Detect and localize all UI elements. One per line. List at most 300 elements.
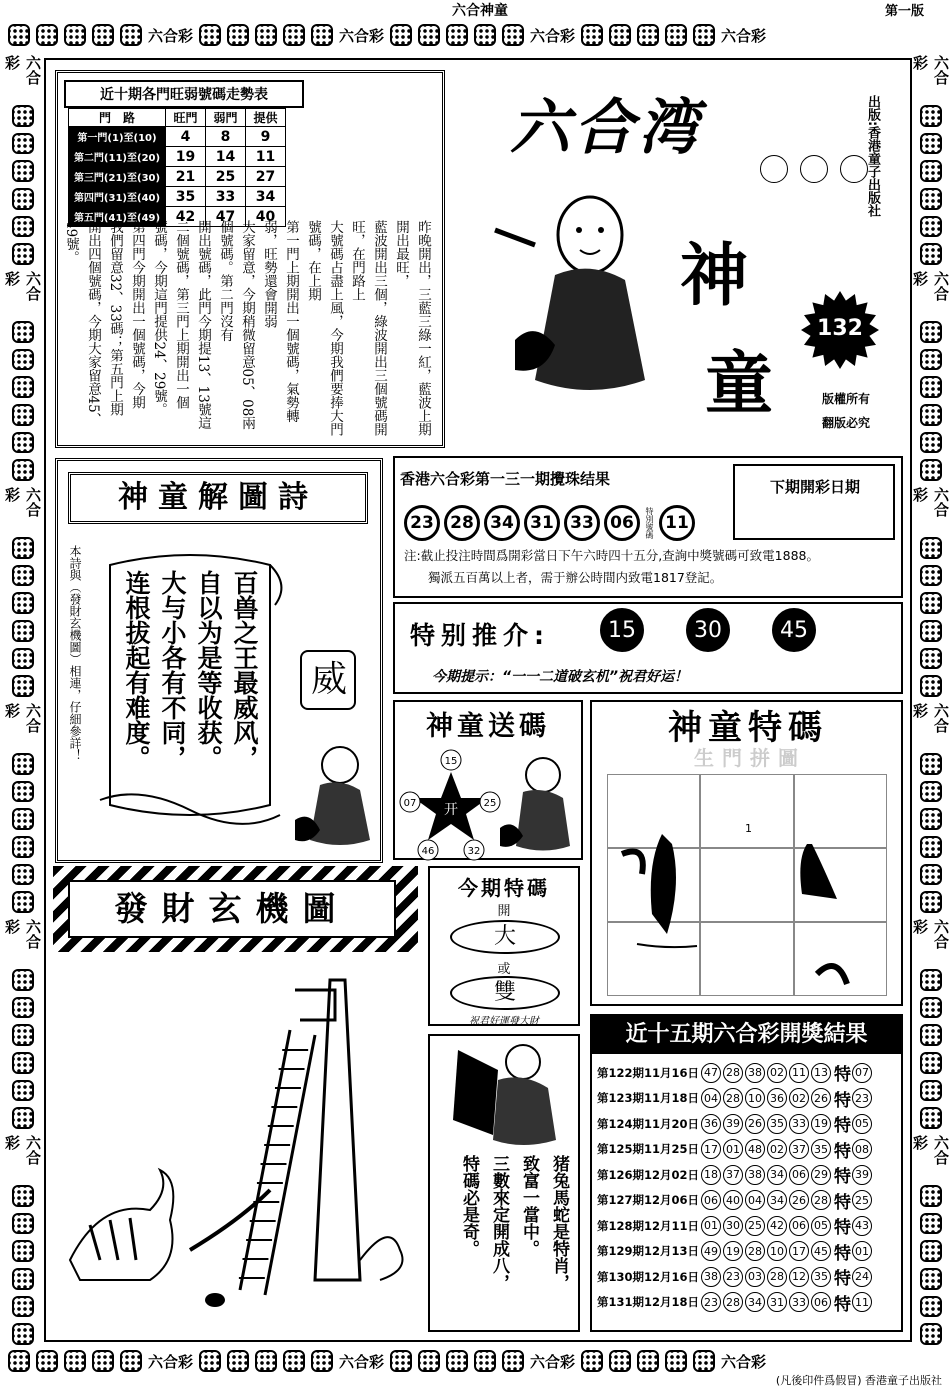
commentary-column: 昨晚開出，三藍三綠一紅，藍波上期開出最旺，: [393, 220, 431, 436]
history-ball: 38: [745, 1165, 765, 1185]
dice-icon: [12, 1080, 34, 1102]
special-label: 特: [834, 1141, 851, 1162]
history-ball: 47: [701, 1063, 721, 1083]
history-ball: 26: [789, 1190, 809, 1210]
trend-offer: 9: [246, 127, 286, 147]
top-border: [8, 20, 940, 50]
history-ball: 04: [745, 1190, 765, 1210]
trend-row: [69, 127, 286, 147]
border-word: 六合彩: [911, 1134, 950, 1165]
trend-header: 弱門: [206, 109, 246, 127]
trend-row: [69, 187, 286, 207]
history-ball: 36: [701, 1114, 721, 1134]
history-ball: 17: [789, 1241, 809, 1261]
border-word: 六合彩: [530, 26, 576, 45]
trend-weak: 8: [206, 127, 246, 147]
dice-icon: [12, 648, 34, 670]
trend-header: 旺門: [166, 109, 206, 127]
star-ball: [480, 792, 500, 812]
history-ball: 02: [789, 1088, 809, 1108]
verse-line: 特碼必是奇。: [459, 1155, 479, 1257]
poem-line: 连根拔起有难度。: [122, 570, 151, 770]
history-issue: 第125期11月25日: [597, 1142, 700, 1157]
commentary-column: 號碼，今期這門提供24、29號。: [151, 220, 167, 417]
border-word: 六合彩: [721, 1352, 767, 1371]
history-ball: 12: [789, 1267, 809, 1287]
dice-icon: [920, 808, 942, 830]
dice-icon: [637, 24, 659, 46]
border-word: 六合彩: [721, 26, 767, 45]
edition-label: 第一版: [885, 4, 925, 19]
dice-icon: [920, 537, 942, 559]
history-ball: 28: [723, 1063, 743, 1083]
border-word: 六合彩: [339, 26, 385, 45]
dice-icon: [36, 24, 58, 46]
history-ball: 06: [811, 1292, 831, 1312]
history-ball: 06: [701, 1190, 721, 1210]
dice-icon: [12, 459, 34, 481]
history-ball: 17: [701, 1139, 721, 1159]
svg-text:32: 32: [467, 846, 481, 857]
dice-icon: [920, 592, 942, 614]
today-open: 開: [497, 904, 511, 919]
history-ball: 23: [701, 1292, 721, 1312]
dice-icon: [283, 24, 305, 46]
dice-icon: [120, 1350, 142, 1372]
commentary-column: 開出號碼，此門今期提13、13號這: [195, 220, 211, 430]
border-word: 六合彩: [911, 702, 950, 733]
dice-icon: [920, 781, 942, 803]
commentary-column: 我們留意32、33碼；第五門上期: [107, 220, 123, 417]
history-ball: 28: [723, 1088, 743, 1108]
commentary-column: 大號碼占盡上風，今期我們要捧大門號碼，在上期: [305, 220, 343, 436]
trend-gate: 第五門(41)至(49): [69, 207, 166, 227]
today-big: 大: [450, 920, 560, 954]
border-word: 六合彩: [3, 270, 42, 301]
dice-icon: [609, 24, 631, 46]
verse-line: 三數來定開成八，: [489, 1155, 509, 1291]
history-ball: 01: [701, 1216, 721, 1236]
history-ball: 31: [767, 1292, 787, 1312]
dice-icon: [693, 24, 715, 46]
trend-strong: 42: [166, 207, 206, 227]
right-border: [911, 55, 950, 1345]
dice-icon: [199, 24, 221, 46]
history-ball: 13: [811, 1063, 831, 1083]
special-label: 特: [834, 1192, 851, 1213]
trend-gate: 第二門(11)至(20): [69, 147, 166, 167]
history-ball: 35: [811, 1267, 831, 1287]
dice-icon: [311, 1350, 333, 1372]
poem-side-note: 本詩與（發財玄機圖）相連，仔細參詳！: [68, 545, 82, 761]
star-ball: [464, 840, 484, 860]
dice-icon: [12, 864, 34, 886]
history-ball: 28: [723, 1292, 743, 1312]
dice-icon: [12, 105, 34, 127]
trend-offer: 34: [246, 187, 286, 207]
dice-icon: [609, 1350, 631, 1372]
dice-icon: [474, 24, 496, 46]
dice-icon: [920, 969, 942, 991]
left-border: [3, 55, 42, 1345]
recommend-title: 特别推介:: [410, 621, 550, 650]
dice-icon: [8, 24, 30, 46]
history-ball: 30: [723, 1216, 743, 1236]
border-word: 六合彩: [3, 702, 42, 733]
history-ball: 05: [811, 1216, 831, 1236]
dice-icon: [920, 864, 942, 886]
history-ball: 29: [811, 1165, 831, 1185]
dice-icon: [920, 1107, 942, 1129]
verse-illustration: [438, 1040, 572, 1150]
history-ball: 26: [811, 1088, 831, 1108]
history-ball: 19: [811, 1114, 831, 1134]
trend-weak: 33: [206, 187, 246, 207]
dice-icon: [446, 1350, 468, 1372]
history-row: [597, 1137, 897, 1163]
dice-icon: [12, 808, 34, 830]
history-ball: 10: [767, 1241, 787, 1261]
poem-title: 神童解圖詩: [68, 472, 368, 524]
puzzle-mark: 1: [745, 822, 752, 835]
dice-icon: [12, 1024, 34, 1046]
history-ball: 10: [745, 1088, 765, 1108]
star-ball: [441, 750, 461, 770]
dice-icon: [920, 1268, 942, 1290]
dice-icon: [920, 349, 942, 371]
puzzle-pieces: [607, 774, 887, 996]
dice-icon: [920, 997, 942, 1019]
history-ball: 34: [767, 1165, 787, 1185]
trend-title: 近十期各門旺弱號碼走勢表: [64, 80, 304, 108]
dice-icon: [12, 753, 34, 775]
dice-icon: [390, 1350, 412, 1372]
dice-icon: [920, 1024, 942, 1046]
trend-strong: 21: [166, 167, 206, 187]
dice-icon: [227, 1350, 249, 1372]
history-ball: 26: [745, 1114, 765, 1134]
history-ball: 35: [767, 1114, 787, 1134]
special-label: 特: [834, 1116, 851, 1137]
border-word: 六合彩: [911, 918, 950, 949]
result-ball: 23: [404, 505, 440, 541]
dice-icon: [920, 1323, 942, 1345]
history-ball: 06: [789, 1216, 809, 1236]
recommend-hint: 今期提示：“一一二道破玄机”祝君好运！: [432, 669, 689, 685]
commentary-column: 第四門今期開出一個號碼，今期: [129, 220, 145, 409]
dice-icon: [227, 24, 249, 46]
history-row: [597, 1290, 897, 1316]
dice-icon: [12, 216, 34, 238]
history-ball: 28: [745, 1241, 765, 1261]
trend-strong: 19: [166, 147, 206, 167]
history-ball: 06: [789, 1165, 809, 1185]
star-center: 开: [444, 802, 458, 818]
border-word: 六合彩: [911, 55, 950, 85]
today-wish: 祝君好運發大財: [469, 1016, 539, 1027]
footer-note: (凡後印件爲假冒) 香港童子出版社: [775, 1374, 942, 1387]
dice-icon: [920, 404, 942, 426]
dice-icon: [12, 969, 34, 991]
dice-icon: [64, 1350, 86, 1372]
dice-icon: [418, 24, 440, 46]
dice-icon: [12, 1296, 34, 1318]
logo-text: 六合湾: [510, 93, 702, 163]
dice-icon: [920, 1213, 942, 1235]
dice-icon: [920, 188, 942, 210]
dice-icon: [665, 1350, 687, 1372]
commentary-column: 第一門上期開出一個號碼，氣勢轉弱，旺勢還會開弱: [261, 220, 299, 423]
svg-text:07: 07: [403, 798, 417, 809]
recommend-ball: 15: [600, 608, 644, 652]
history-special-ball: 07: [852, 1063, 872, 1083]
history-special-ball: 43: [852, 1216, 872, 1236]
today-title: 今期特碼: [458, 876, 550, 900]
dice-icon: [120, 24, 142, 46]
commentary-column: 藍波開出三個，綠波開出三個號碼開旺，在門路上: [349, 220, 387, 436]
dice-icon: [12, 997, 34, 1019]
history-ball: 45: [811, 1241, 831, 1261]
border-word: 六合彩: [339, 1352, 385, 1371]
border-word: 六合彩: [911, 486, 950, 517]
dice-icon: [12, 133, 34, 155]
trend-strong: 4: [166, 127, 206, 147]
history-row: [597, 1213, 897, 1239]
mascot-illustration: [495, 180, 665, 410]
history-issue: 第127期12月06日: [597, 1193, 700, 1208]
result-ball: 33: [564, 505, 600, 541]
history-ball: 37: [723, 1165, 743, 1185]
boy-illustration: [498, 750, 578, 855]
history-special-ball: 08: [852, 1139, 872, 1159]
dice-icon: [920, 620, 942, 642]
history-issue: 第128期12月11日: [597, 1218, 700, 1233]
commentary-column: 49號。: [63, 220, 79, 265]
special-label: 特: [834, 1167, 851, 1188]
trend-offer: 40: [246, 207, 286, 227]
history-ball: 01: [723, 1139, 743, 1159]
dice-icon: [12, 376, 34, 398]
dice-icon: [12, 1323, 34, 1345]
dice-icon: [474, 1350, 496, 1372]
history-ball: 33: [789, 1292, 809, 1312]
dice-icon: [283, 1350, 305, 1372]
history-row: [597, 1188, 897, 1214]
shen-char: 神: [680, 236, 749, 316]
dice-icon: [502, 1350, 524, 1372]
history-ball: 37: [789, 1139, 809, 1159]
send-code-title: 神童送碼: [426, 711, 550, 742]
history-row: [597, 1239, 897, 1265]
history-ball: 34: [767, 1190, 787, 1210]
commentary-column: 二個號碼，第三門上期開出一個: [173, 220, 189, 409]
result-ball: 34: [484, 505, 520, 541]
dice-icon: [12, 565, 34, 587]
dice-icon: [199, 1350, 221, 1372]
results-notice: 獨派五百萬以上者，需于辦公時間内致電1817登記。: [428, 570, 723, 585]
border-word: 六合彩: [911, 270, 950, 301]
history-row: [597, 1086, 897, 1112]
trend-offer: 11: [246, 147, 286, 167]
dice-icon: [665, 24, 687, 46]
result-ball: 06: [604, 505, 640, 541]
dice-icon: [12, 1213, 34, 1235]
dice-icon: [12, 537, 34, 559]
dice-icon: [920, 160, 942, 182]
boy-illustration: [290, 740, 380, 850]
dice-icon: [920, 459, 942, 481]
special-label: 特: [834, 1218, 851, 1239]
results-notice: 注:截止投注時間爲開彩當日下午六時四十五分,查詢中獎號碼可致電1888。: [404, 548, 819, 563]
poem-lines: [112, 570, 262, 810]
star-diagram: [398, 752, 508, 860]
commentary: [64, 220, 434, 440]
dice-icon: [581, 24, 603, 46]
history-ball: 23: [723, 1267, 743, 1287]
dice-icon: [12, 349, 34, 371]
dice-icon: [92, 24, 114, 46]
copyright-line: 翻版必究: [822, 416, 871, 430]
dice-icon: [920, 216, 942, 238]
svg-text:46: 46: [421, 846, 435, 857]
dice-icon: [920, 753, 942, 775]
trend-gate: 第四門(31)至(40): [69, 187, 166, 207]
dice-icon: [920, 648, 942, 670]
publisher-label: 出版:香港童子出版社: [865, 95, 880, 218]
history-issue: 第123期11月18日: [597, 1091, 700, 1106]
recommend-numbers: [600, 608, 850, 652]
recommend-ball: 30: [686, 608, 730, 652]
commentary-column: 開出四個號碼，今期大家留意45、: [85, 220, 101, 427]
dice-icon: [92, 1350, 114, 1372]
dice-icon: [920, 565, 942, 587]
result-ball: 31: [524, 505, 560, 541]
dice-icon: [36, 1350, 58, 1372]
result-ball: 11: [659, 505, 695, 541]
dice-icon: [920, 105, 942, 127]
history-ball: 36: [767, 1088, 787, 1108]
fortune-title: 發財玄機圖: [68, 880, 396, 938]
history-special-ball: 25: [852, 1190, 872, 1210]
border-word: 六合彩: [148, 1352, 194, 1371]
history-ball: 48: [745, 1139, 765, 1159]
tong-char: 童: [705, 344, 774, 424]
trend-weak: 25: [206, 167, 246, 187]
history-ball: 39: [723, 1114, 743, 1134]
dice-icon: [12, 404, 34, 426]
dice-icon: [12, 188, 34, 210]
dice-icon: [637, 1350, 659, 1372]
special-label: 特: [834, 1090, 851, 1111]
history-ball: 38: [701, 1267, 721, 1287]
verse-line: 猪兔馬蛇是特肖，: [549, 1155, 569, 1291]
trend-header: 門 路: [69, 109, 166, 127]
dice-icon: [12, 1107, 34, 1129]
history-issue: 第124期11月20日: [597, 1116, 700, 1131]
history-ball: 03: [745, 1267, 765, 1287]
recommend-ball: 45: [772, 608, 816, 652]
verse-line: 致富一當中。: [519, 1155, 539, 1257]
dice-icon: [12, 432, 34, 454]
dice-icon: [920, 133, 942, 155]
history-ball: 40: [723, 1190, 743, 1210]
special-label: 特: [834, 1294, 851, 1315]
dice-icon: [12, 1268, 34, 1290]
border-word: 六合彩: [3, 1134, 42, 1165]
history-special-ball: 05: [852, 1114, 872, 1134]
result-ball: 28: [444, 505, 480, 541]
dice-icon: [390, 24, 412, 46]
star-ball: [418, 840, 438, 860]
special-label: 特: [834, 1269, 851, 1290]
special-label: 特: [834, 1243, 851, 1264]
trend-row: [69, 167, 286, 187]
dice-icon: [255, 24, 277, 46]
dice-icon: [920, 836, 942, 858]
trend-offer: 27: [246, 167, 286, 187]
history-ball: 18: [701, 1165, 721, 1185]
dice-icon: [920, 1080, 942, 1102]
history-ball: 11: [789, 1063, 809, 1083]
trend-gate: 第一門(1)至(10): [69, 127, 166, 147]
history-issue: 第122期11月16日: [597, 1065, 700, 1080]
dice-icon: [12, 836, 34, 858]
results-title: 香港六合彩第一三一期攪珠结果: [400, 470, 611, 488]
dice-icon: [920, 1052, 942, 1074]
dice-icon: [64, 24, 86, 46]
star-ball: [400, 792, 420, 812]
dice-icon: [920, 376, 942, 398]
dice-icon: [311, 24, 333, 46]
border-word: 六合彩: [3, 486, 42, 517]
history-ball: 28: [811, 1190, 831, 1210]
dice-icon: [12, 620, 34, 642]
dice-icon: [8, 1350, 30, 1372]
dice-icon: [502, 24, 524, 46]
commentary-column: 大家留意，今期稍微留意05、08兩個號碼。第二門沒有: [217, 220, 255, 430]
svg-text:15: 15: [444, 756, 458, 767]
trend-strong: 35: [166, 187, 206, 207]
dice-icon: [12, 781, 34, 803]
dice-icon: [920, 1240, 942, 1262]
history-ball: 34: [745, 1292, 765, 1312]
border-word: 六合彩: [530, 1352, 576, 1371]
history-ball: 28: [767, 1267, 787, 1287]
dice-icon: [581, 1350, 603, 1372]
history-special-ball: 39: [852, 1165, 872, 1185]
history-ball: 38: [745, 1063, 765, 1083]
dice-icon: [12, 592, 34, 614]
poem-line: 自以为是等收获。: [194, 570, 223, 770]
dice-icon: [255, 1350, 277, 1372]
dice-icon: [920, 243, 942, 265]
trend-header: 提供: [246, 109, 286, 127]
history-special-ball: 23: [852, 1088, 872, 1108]
issue-number: 132: [817, 316, 863, 341]
dice-icon: [446, 24, 468, 46]
trend-weak: 14: [206, 147, 246, 167]
history-row: [597, 1162, 897, 1188]
copyright-line: 版權所有: [822, 392, 871, 406]
poem-line: 大与小各有不同，: [158, 570, 187, 770]
history-ball: 04: [701, 1088, 721, 1108]
border-word: 六合彩: [3, 918, 42, 949]
history-special-ball: 01: [852, 1241, 872, 1261]
special-code-title: 神童特碼: [668, 708, 828, 748]
dice-icon: [12, 1185, 34, 1207]
dice-icon: [920, 1296, 942, 1318]
history-ball: 42: [767, 1216, 787, 1236]
